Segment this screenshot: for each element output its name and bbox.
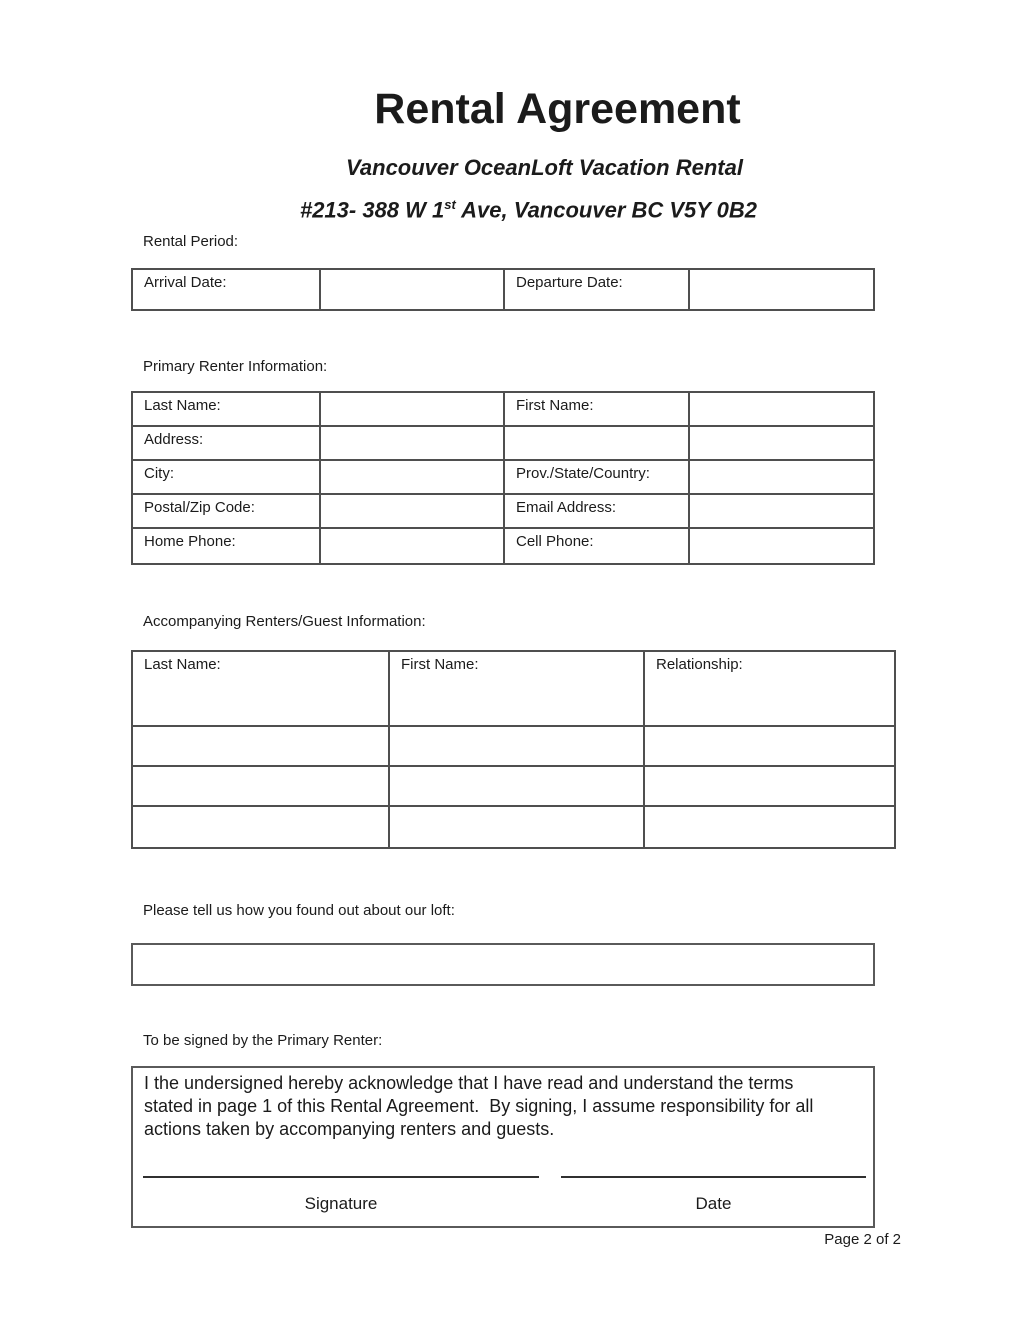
arrival-date-label: Arrival Date:	[133, 270, 321, 309]
accompanying-first-name-header: First Name:	[390, 652, 645, 727]
arrival-date-field[interactable]	[321, 270, 505, 309]
accompanying-relationship-header: Relationship:	[645, 652, 894, 727]
last-name-label: Last Name:	[133, 393, 321, 427]
accompanying-relationship-field-1[interactable]	[645, 727, 894, 767]
rental-period-section-label: Rental Period:	[143, 233, 239, 250]
page-title: Rental Agreement	[374, 85, 741, 133]
page-number: Page 2 of 2	[824, 1231, 901, 1248]
postal-zip-label: Postal/Zip Code:	[133, 495, 321, 529]
referral-section-label: Please tell us how you found out about our loft:	[143, 902, 455, 919]
postal-zip-field[interactable]	[321, 495, 505, 529]
address-field-3[interactable]	[690, 427, 873, 461]
date-label: Date	[695, 1194, 732, 1213]
primary-renter-table	[131, 391, 875, 565]
email-address-label: Email Address:	[505, 495, 690, 529]
property-address	[116, 192, 941, 223]
referral-answer-box[interactable]	[131, 943, 875, 986]
address-label: Address:	[133, 427, 321, 461]
accompanying-first-name-field-1[interactable]	[390, 727, 645, 767]
accompanying-first-name-field-2[interactable]	[390, 767, 645, 807]
address-field[interactable]	[321, 427, 505, 461]
address-superscript: st	[444, 197, 456, 212]
departure-date-label: Departure Date:	[505, 270, 690, 309]
accompanying-renters-table	[131, 650, 896, 849]
prov-state-country-label: Prov./State/Country:	[505, 461, 690, 495]
signature-label: Signature	[304, 1194, 378, 1213]
accompanying-relationship-field-2[interactable]	[645, 767, 894, 807]
address-prefix: #213- 388 W 1	[299, 197, 445, 223]
last-name-field[interactable]	[321, 393, 505, 427]
accompanying-section-label: Accompanying Renters/Guest Information:	[143, 613, 426, 630]
signature-box	[131, 1066, 875, 1228]
signature-line[interactable]	[143, 1176, 539, 1178]
first-name-label: First Name:	[505, 393, 690, 427]
home-phone-field[interactable]	[321, 529, 505, 563]
departure-date-field[interactable]	[690, 270, 873, 309]
home-phone-label: Home Phone:	[133, 529, 321, 563]
accompanying-relationship-field-3[interactable]	[645, 807, 894, 847]
email-address-field[interactable]	[690, 495, 873, 529]
first-name-field[interactable]	[690, 393, 873, 427]
accompanying-last-name-field-3[interactable]	[133, 807, 390, 847]
page-subtitle: Vancouver OceanLoft Vacation Rental	[346, 155, 743, 180]
accompanying-last-name-field-1[interactable]	[133, 727, 390, 767]
city-field[interactable]	[321, 461, 505, 495]
acknowledgment-text: I the undersigned hereby acknowledge that I have read and understand the terms stated in page 1 of this Rental Agreement. By signing, I assume responsibility for all actions taken by accompanying renters and guests.	[144, 1073, 819, 1139]
accompanying-last-name-field-2[interactable]	[133, 767, 390, 807]
cell-phone-field[interactable]	[690, 529, 873, 563]
address-field-2[interactable]	[505, 427, 690, 461]
signature-section-label: To be signed by the Primary Renter:	[143, 1032, 383, 1049]
accompanying-last-name-header: Last Name:	[133, 652, 390, 727]
accompanying-first-name-field-3[interactable]	[390, 807, 645, 847]
rental-period-table	[131, 268, 875, 311]
date-line[interactable]	[561, 1176, 866, 1178]
cell-phone-label: Cell Phone:	[505, 529, 690, 563]
prov-state-country-field[interactable]	[690, 461, 873, 495]
primary-renter-section-label: Primary Renter Information:	[143, 358, 328, 375]
city-label: City:	[133, 461, 321, 495]
address-suffix: Ave, Vancouver BC V5Y 0B2	[455, 197, 758, 223]
